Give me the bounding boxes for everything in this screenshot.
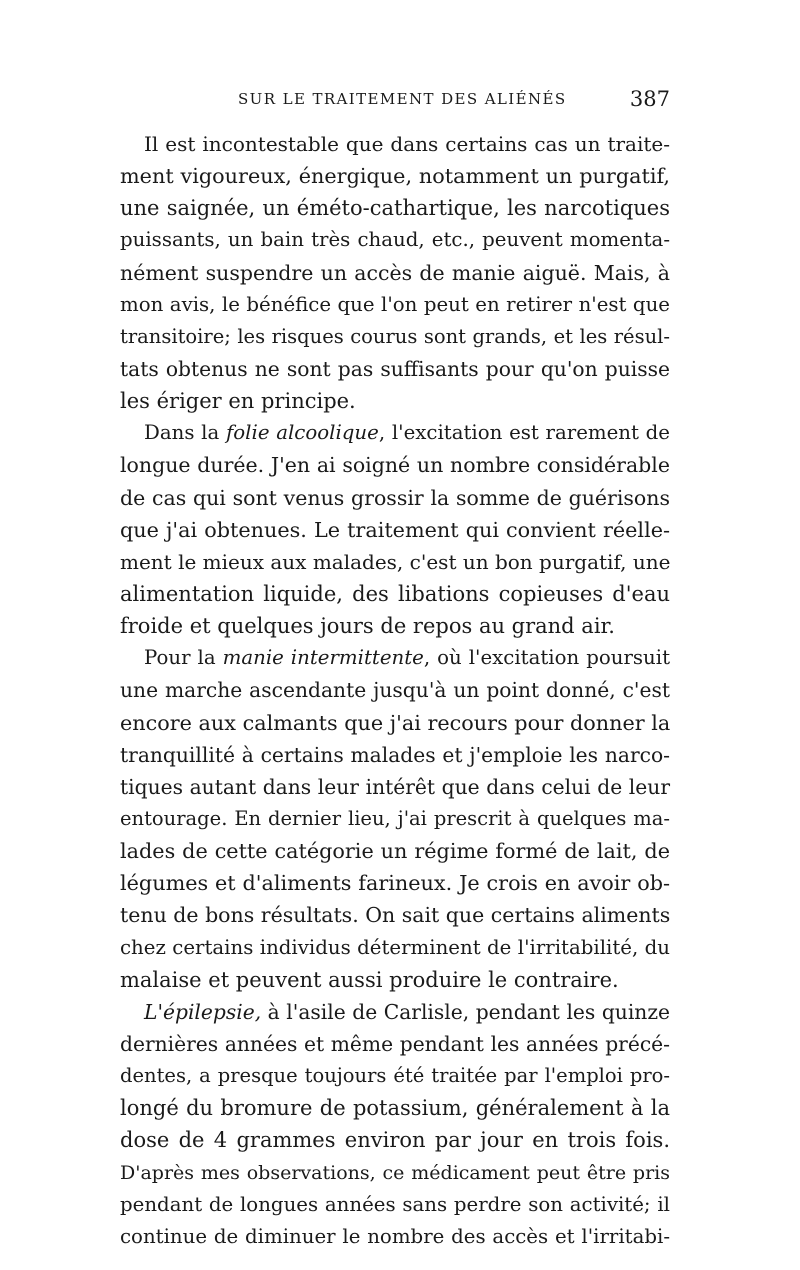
italic-term: L'épilepsie, (144, 999, 262, 1024)
text-line: les ériger en principe. (120, 389, 356, 414)
text-line: ment le mieux aux malades, c'est un bon purgatif, une (120, 549, 671, 574)
text-line: tenu de bons résultats. On sait que certains aliments (120, 903, 671, 928)
text-run: Pour la (144, 646, 223, 670)
text-line: froide et quelques jours de repos au grand air. (120, 614, 615, 639)
text-line: lades de cette catégorie un régime formé de lait, de (120, 839, 670, 864)
paragraph-intro (120, 128, 670, 417)
text-line (120, 996, 670, 1028)
text-line: nément suspendre un accès de manie aiguë. Mais, à (120, 260, 670, 285)
running-title: SUR LE TRAITEMENT DES ALIÉNÉS (238, 90, 567, 108)
text-run: à l'asile de Carlisle, pendant les quinze (261, 999, 670, 1024)
text-line: mon avis, le bénéfice que l'on peut en retirer n'est que (120, 292, 670, 316)
paragraph-epilepsie (120, 996, 670, 1253)
text-line: Il est incontestable que dans certains cas un traite- (144, 132, 670, 156)
paragraph-manie-intermittente (120, 642, 670, 996)
text-line: une marche ascendante jusqu'à un point donné, c'est (120, 678, 670, 703)
text-line: de cas qui sont venus grossir la somme de guérisons (120, 485, 670, 510)
body-text (120, 128, 670, 1253)
italic-term: manie intermittente (222, 646, 424, 670)
text-line: une saignée, un éméto-cathartique, les narcotiques (120, 196, 670, 221)
text-line: encore aux calmants que j'ai recours pour donner la (120, 710, 671, 735)
text-line: longue durée. J'en ai soigné un nombre considérable (120, 453, 670, 478)
text-line: alimentation liquide, des libations copieuses d'eau (120, 581, 670, 606)
text-line: ment vigoureux, énergique, notamment un purgatif, (120, 164, 670, 189)
text-line: transitoire; les risques courus sont grands, et les résul- (120, 324, 670, 348)
text-line: dose de 4 grammes environ par jour en trois fois. (120, 1128, 670, 1153)
text-line: longé du bromure de potassium, généralement à la (120, 1096, 670, 1121)
text-line: dernières années et même pendant les années précé- (120, 1031, 670, 1056)
text-line: légumes et d'aliments farineux. Je crois en avoir ob- (120, 871, 670, 896)
text-line: pendant de longues années sans perdre son activité; il (120, 1192, 670, 1216)
text-line: entourage. En dernier lieu, j'ai prescrit à quelques ma- (120, 806, 670, 830)
text-run: , l'excitation est rarement de (378, 421, 670, 445)
text-line: D'après mes observations, ce médicament peut être pris (120, 1161, 670, 1184)
text-line: tats obtenus ne sont pas suffisants pour qu'on puisse (120, 356, 670, 381)
text-line: puissants, un bain très chaud, etc., peuvent momenta- (120, 228, 670, 252)
text-line: tiques autant dans leur intérêt que dans celui de leur (120, 774, 670, 799)
text-run: Dans la (144, 421, 226, 445)
text-line: dentes, a presque toujours été traitée par l'emploi pro- (120, 1064, 670, 1088)
page-number: 387 (629, 87, 670, 111)
text-line (120, 417, 670, 449)
text-line (120, 642, 670, 674)
text-line: continue de diminuer le nombre des accès et l'irritabi- (120, 1224, 670, 1248)
text-line: tranquillité à certains malades et j'emploie les narco- (120, 742, 670, 767)
text-line: que j'ai obtenues. Le traitement qui convient réelle- (120, 517, 670, 542)
paragraph-folie-alcoolique (120, 417, 670, 642)
text-line: malaise et peuvent aussi produire le contraire. (120, 967, 619, 992)
text-line: chez certains individus déterminent de l'irritabilité, du (120, 935, 670, 959)
italic-term: folie alcoolique (225, 421, 379, 445)
text-run: , où l'excitation poursuit (423, 646, 671, 670)
running-head (120, 87, 670, 114)
